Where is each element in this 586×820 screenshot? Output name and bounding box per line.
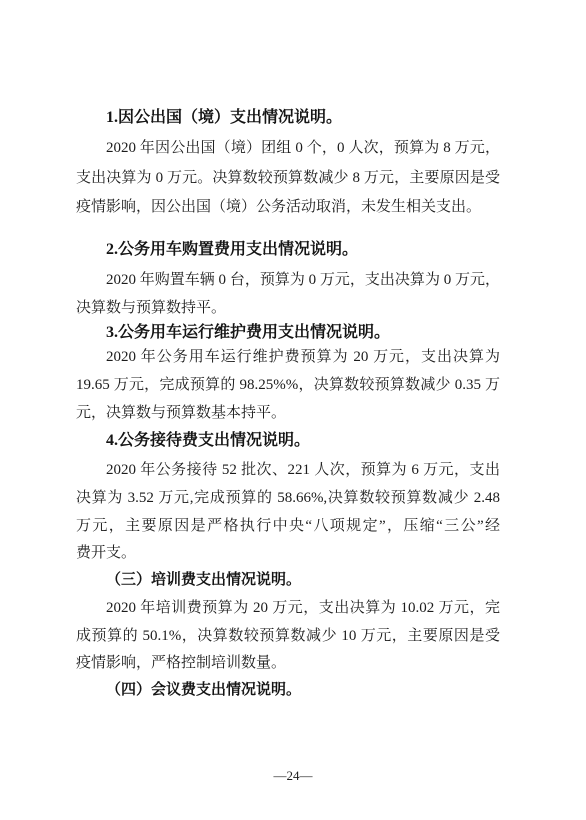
paragraph-line: 万元，主要原因是严格执行中央“八项规定”，压缩“三公”经: [76, 518, 500, 534]
paragraph-line: 支出决算为 0 万元。决算数较预算数减少 8 万元，主要原因是受: [76, 170, 500, 186]
paragraph-line: 19.65 万元，完成预算的 98.25%%，决算数较预算数减少 0.35 万: [76, 377, 500, 393]
paragraph-line: 决算为 3.52 万元,完成预算的 58.66%,决算数较预算数减少 2.48: [76, 490, 500, 506]
section-heading: 2.公务用车购置费用支出情况说明。: [106, 241, 359, 258]
section-heading: （四）会议费支出情况说明。: [106, 682, 302, 698]
paragraph-line: 疫情影响，因公出国（境）公务活动取消，未发生相关支出。: [76, 199, 482, 215]
section-heading: 1.因公出国（境）支出情况说明。: [106, 109, 343, 126]
paragraph-line: 2020 年培训费预算为 20 万元，支出决算为 10.02 万元，完: [106, 600, 500, 616]
section-heading: 4.公务接待费支出情况说明。: [106, 432, 311, 449]
paragraph-line: 决算数与预算数持平。: [76, 300, 227, 316]
paragraph-line: 元，决算数与预算数基本持平。: [76, 405, 287, 421]
paragraph-line: 2020 年因公出国（境）团组 0 个，0 人次，预算为 8 万元，: [106, 140, 500, 156]
paragraph-line: 2020 年公务接待 52 批次、221 人次，预算为 6 万元，支出: [106, 462, 500, 478]
paragraph-line: 成预算的 50.1%，决算数较预算数减少 10 万元，主要原因是受: [76, 628, 500, 644]
page-number: —24—: [273, 768, 313, 783]
paragraph-line: 2020 年公务用车运行维护费预算为 20 万元，支出决算为: [106, 349, 500, 365]
section-heading: 3.公务用车运行维护费用支出情况说明。: [106, 324, 391, 341]
paragraph-line: 疫情影响，严格控制培训数量。: [76, 655, 287, 671]
paragraph-line: 2020 年购置车辆 0 台，预算为 0 万元，支出决算为 0 万元，: [106, 272, 500, 288]
section-heading: （三）培训费支出情况说明。: [106, 572, 302, 588]
paragraph-line: 费开支。: [76, 545, 137, 561]
